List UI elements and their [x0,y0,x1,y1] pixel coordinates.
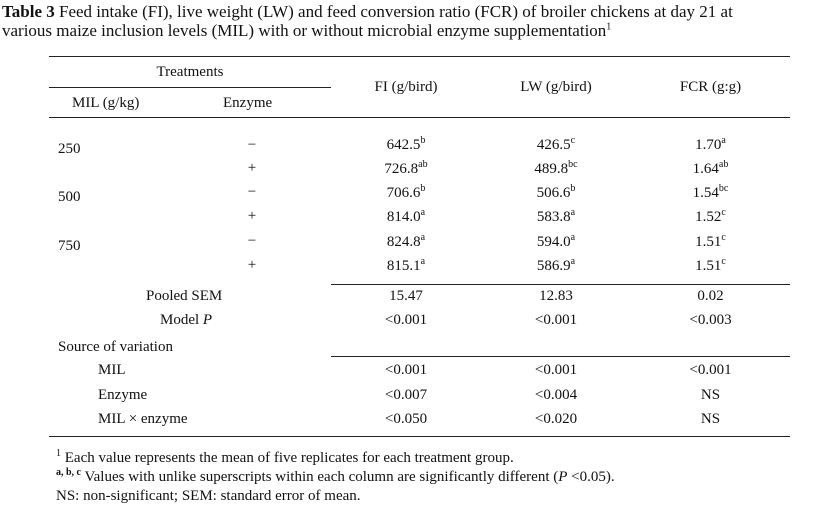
row-fi: 726.8$^{ab}$ [384,159,428,177]
sov-fcr: <0.001 [689,362,732,378]
row-enzyme: + [247,257,257,273]
header-lw: LW (g/bird) [520,79,592,95]
caption-text-2: various maize inclusion levels (MIL) with or without microbial enzyme supplementation [2,21,607,40]
row-enzyme: + [247,208,257,224]
row-fcr: 1.54$^{bc}$ [692,183,729,201]
sov-fi: <0.007 [384,387,428,403]
sov-label: Enzyme [98,387,148,403]
header-enzyme: Enzyme [223,95,273,111]
row-lw: 426.5$^c$ [536,135,576,153]
sov-lw: <0.001 [534,362,578,378]
model-p-fcr: <0.003 [689,312,732,328]
row-mil: 500 [58,189,81,205]
row-enzyme: − [247,137,257,153]
top-rule [49,56,790,57]
sov-rule [331,356,790,357]
row-fcr: 1.51$^c$ [695,256,726,274]
caption-sup: 1 [606,21,612,33]
row-fcr: 1.64$^{ab}$ [692,159,729,177]
row-lw: 594.0$^a$ [536,232,576,250]
model-p-label: Model P [160,312,213,328]
sov-label: MIL × enzyme [98,411,188,427]
footnote-2: $^{a, b, c}$ Values with unlike superscripts within each column are significantly different (P <0.05). [56,467,615,485]
treatments-rule [49,87,331,88]
row-mil: 750 [58,238,81,254]
header-mil: MIL (g/kg) [72,95,140,111]
row-enzyme: − [247,233,257,249]
model-p-lw: <0.001 [534,312,578,328]
row-enzyme: − [247,184,257,200]
bottom-rule [49,436,790,437]
row-fcr: 1.52$^c$ [695,207,726,225]
sov-label: MIL [98,362,126,378]
header-fcr: FCR (g:g) [679,79,742,95]
row-fi: 642.5$^b$ [386,135,426,153]
row-fi: 706.6$^b$ [386,183,426,201]
source-of-variation-label: Source of variation [58,339,173,355]
footnote-3: NS: non-significant; SEM: standard error of mean. [56,488,361,504]
pooled-sem-lw: 12.83 [539,288,573,304]
sem-rule [331,284,790,285]
footnote-1: $^1$ Each value represents the mean of five replicates for each treatment group. [56,448,514,466]
header-bottom-rule [49,117,790,118]
row-fi: 815.1$^a$ [386,256,426,274]
sov-lw: <0.004 [534,387,578,403]
sov-fi: <0.001 [384,362,428,378]
row-enzyme: + [247,160,257,176]
row-fi: 814.0$^a$ [386,207,426,225]
row-fcr: 1.70$^a$ [695,135,726,153]
row-lw: 506.6$^b$ [536,183,576,201]
table-caption-line2 [2,21,611,41]
pooled-sem-fi: 15.47 [389,288,423,304]
caption-text-1: Feed intake (FI), live weight (LW) and feed conversion ratio (FCR) of broiler chickens at day 21 at [59,2,733,21]
sov-lw: <0.020 [534,411,578,427]
table-caption-line1 [2,2,733,22]
sov-fcr: NS [700,387,721,403]
row-lw: 489.8$^{bc}$ [534,159,578,177]
header-fi: FI (g/bird) [374,79,438,95]
table-label: Table 3 [2,2,55,21]
header-treatments: Treatments [156,64,224,80]
sov-fi: <0.050 [384,411,428,427]
sov-fcr: NS [700,411,721,427]
row-lw: 586.9$^a$ [536,256,576,274]
pooled-sem-label: Pooled SEM [146,288,223,304]
row-mil: 250 [58,141,81,157]
row-lw: 583.8$^a$ [536,207,576,225]
model-p-fi: <0.001 [384,312,428,328]
row-fi: 824.8$^a$ [386,232,426,250]
pooled-sem-fcr: 0.02 [697,288,724,304]
row-fcr: 1.51$^c$ [695,232,726,250]
